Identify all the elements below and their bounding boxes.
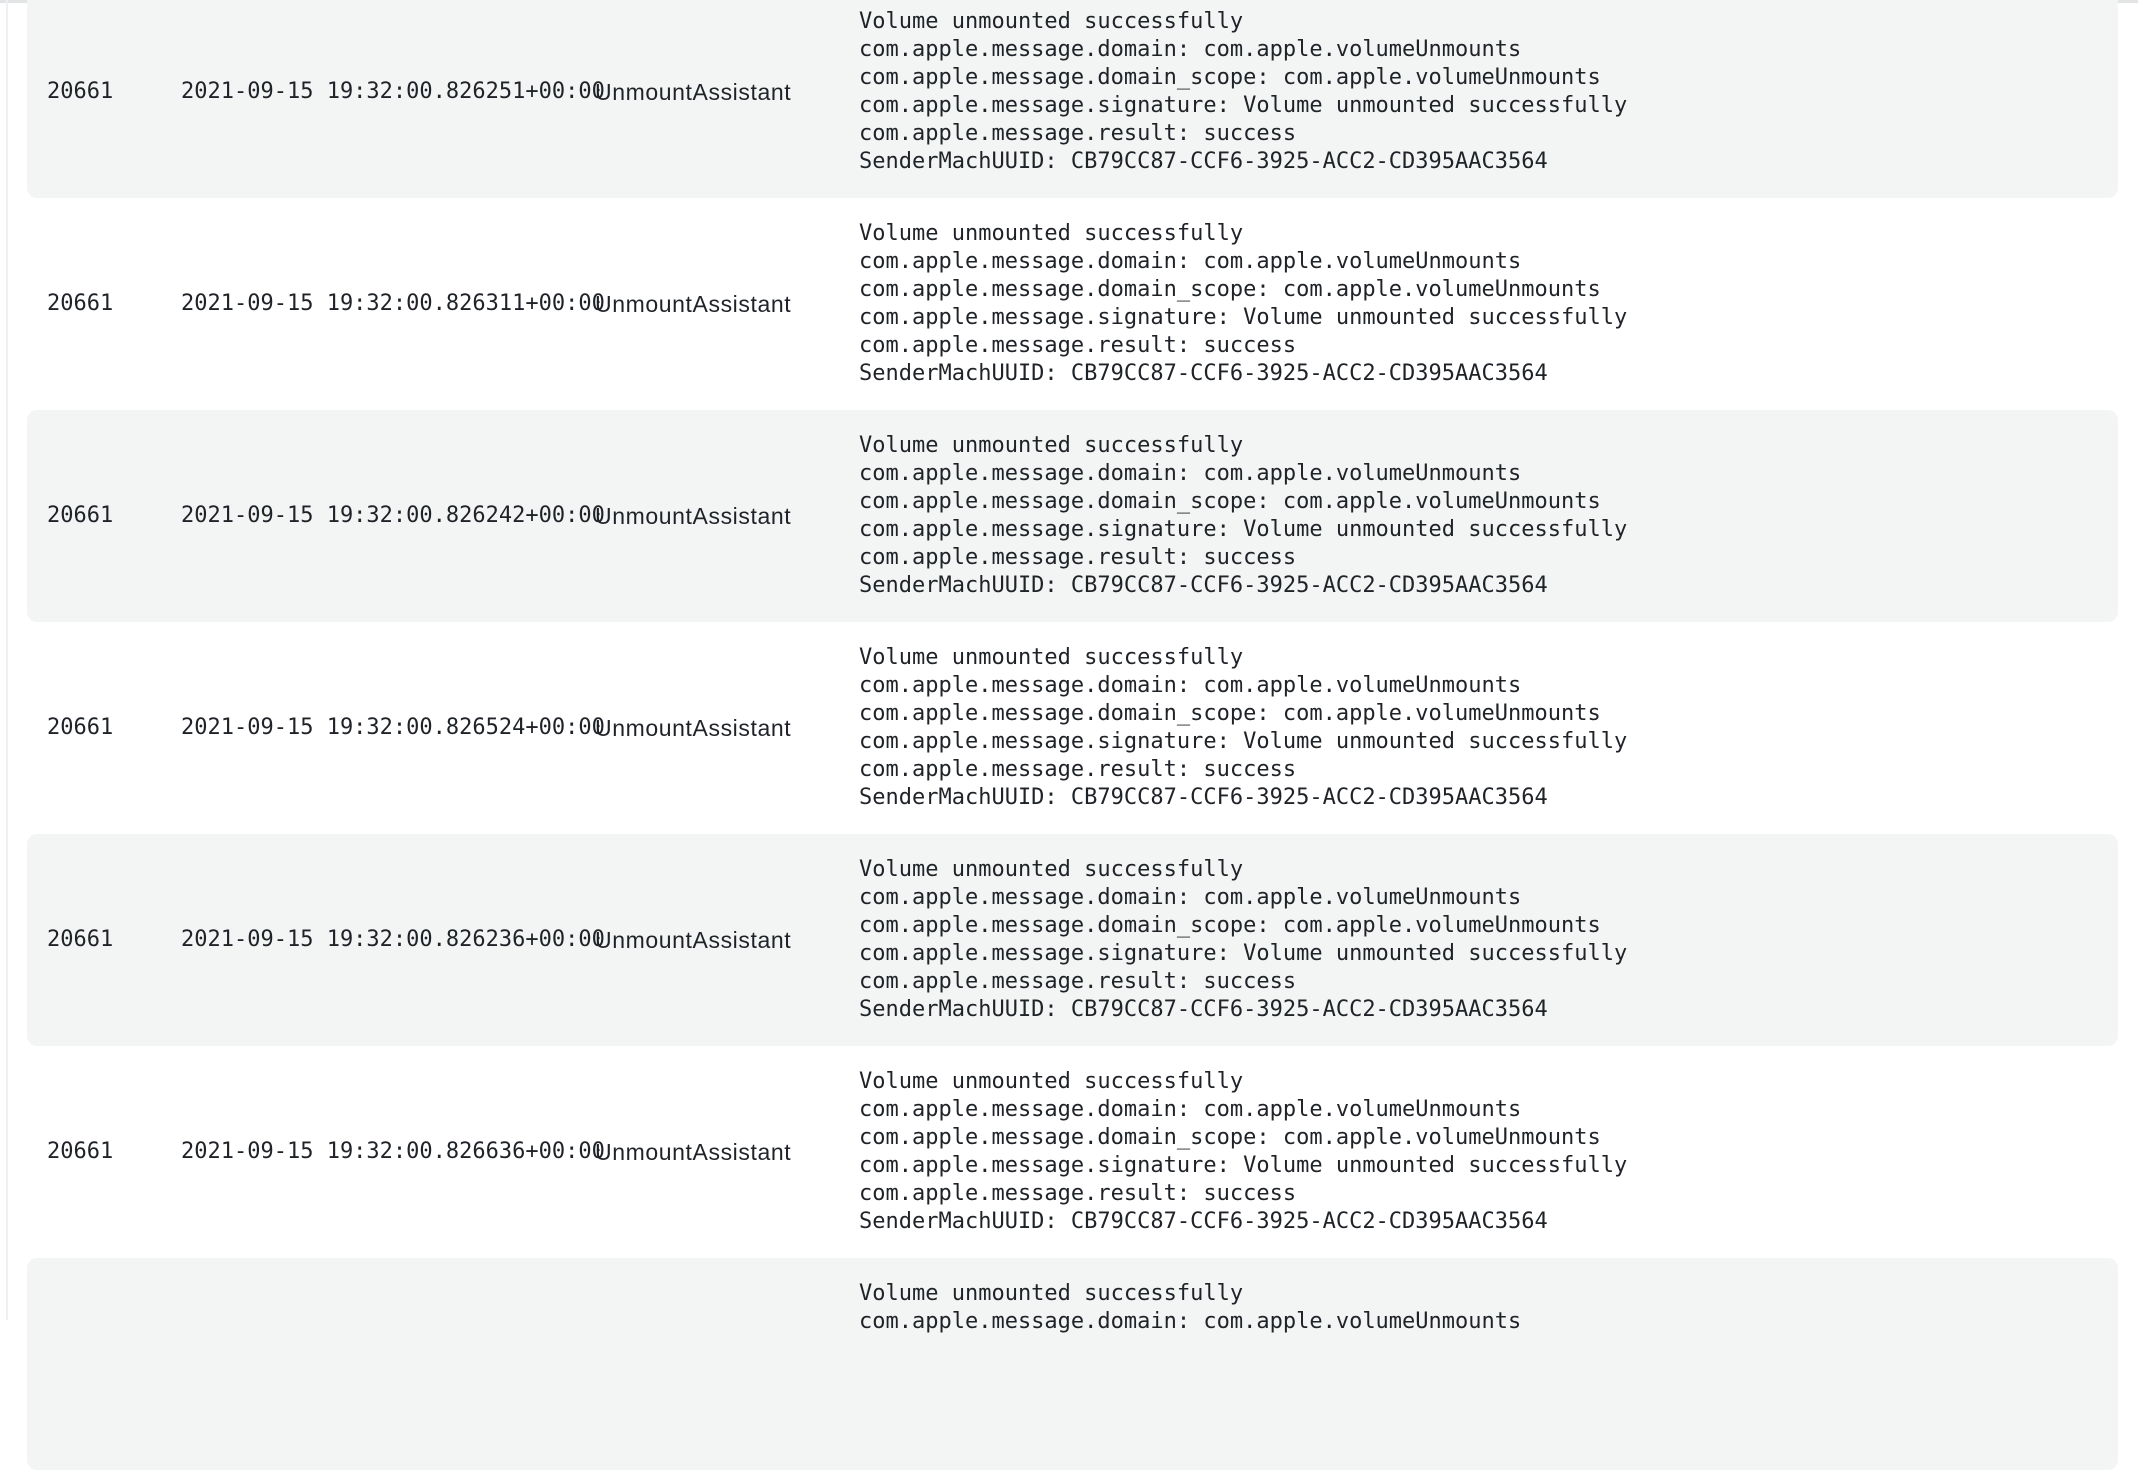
table-row[interactable] <box>27 1046 2118 1258</box>
message-line: com.apple.message.domain_scope: com.apple.volumeUnmounts <box>859 913 1601 938</box>
timestamp-cell: 2021-09-15 19:32:00.826311+00:00 <box>181 291 605 316</box>
message-cell <box>859 1068 1627 1236</box>
message-line: SenderMachUUID: CB79CC87-CCF6-3925-ACC2-CD395AAC3564 <box>859 573 1548 598</box>
message-line: com.apple.message.domain: com.apple.volumeUnmounts <box>859 461 1522 486</box>
message-line: com.apple.message.result: success <box>859 969 1297 994</box>
message-line: com.apple.message.signature: Volume unmounted successfully <box>859 1153 1628 1178</box>
message-line: com.apple.message.domain_scope: com.apple.volumeUnmounts <box>859 1125 1601 1150</box>
message-line: SenderMachUUID: CB79CC87-CCF6-3925-ACC2-CD395AAC3564 <box>859 361 1548 386</box>
table-row[interactable] <box>27 834 2118 1046</box>
message-cell <box>859 644 1627 812</box>
message-line: com.apple.message.result: success <box>859 1181 1297 1206</box>
message-cell <box>859 220 1627 388</box>
timestamp-cell: 2021-09-15 19:32:00.826242+00:00 <box>181 503 605 528</box>
timestamp-cell: 2021-09-15 19:32:00.826524+00:00 <box>181 715 605 740</box>
message-line: com.apple.message.domain_scope: com.apple.volumeUnmounts <box>859 65 1601 90</box>
message-line: com.apple.message.domain_scope: com.apple.volumeUnmounts <box>859 701 1601 726</box>
message-cell <box>859 1280 1521 1336</box>
table-row[interactable] <box>27 0 2118 198</box>
process-cell: UnmountAssistant <box>595 291 792 317</box>
timestamp-cell: 2021-09-15 19:32:00.826636+00:00 <box>181 1139 605 1164</box>
message-line: com.apple.message.result: success <box>859 333 1297 358</box>
pid-cell: 20661 <box>47 79 114 104</box>
pid-cell: 20661 <box>47 927 114 952</box>
message-line: com.apple.message.signature: Volume unmounted successfully <box>859 93 1628 118</box>
message-line: com.apple.message.signature: Volume unmounted successfully <box>859 305 1628 330</box>
timestamp-cell: 2021-09-15 19:32:00.826236+00:00 <box>181 927 605 952</box>
message-line: Volume unmounted successfully <box>859 857 1244 882</box>
message-line: Volume unmounted successfully <box>859 433 1244 458</box>
message-line: com.apple.message.domain: com.apple.volumeUnmounts <box>859 1309 1522 1334</box>
message-line: SenderMachUUID: CB79CC87-CCF6-3925-ACC2-CD395AAC3564 <box>859 149 1548 174</box>
pid-cell: 20661 <box>47 1139 114 1164</box>
message-line: com.apple.message.domain: com.apple.volumeUnmounts <box>859 249 1522 274</box>
message-line: com.apple.message.domain: com.apple.volumeUnmounts <box>859 673 1522 698</box>
process-cell: UnmountAssistant <box>595 503 792 529</box>
pid-cell: 20661 <box>47 291 114 316</box>
table-row[interactable] <box>27 410 2118 622</box>
message-line: com.apple.message.domain: com.apple.volumeUnmounts <box>859 37 1522 62</box>
message-line: com.apple.message.signature: Volume unmounted successfully <box>859 729 1628 754</box>
message-line: com.apple.message.domain_scope: com.apple.volumeUnmounts <box>859 489 1601 514</box>
timestamp-cell: 2021-09-15 19:32:00.826251+00:00 <box>181 79 605 104</box>
process-cell: UnmountAssistant <box>595 1139 792 1165</box>
pid-cell: 20661 <box>47 503 114 528</box>
process-cell: UnmountAssistant <box>595 927 792 953</box>
message-line: com.apple.message.result: success <box>859 121 1297 146</box>
table-row[interactable] <box>27 198 2118 410</box>
message-cell <box>859 432 1627 600</box>
message-line: SenderMachUUID: CB79CC87-CCF6-3925-ACC2-CD395AAC3564 <box>859 1209 1548 1234</box>
message-line: Volume unmounted successfully <box>859 1069 1244 1094</box>
message-line: com.apple.message.result: success <box>859 757 1297 782</box>
message-line: Volume unmounted successfully <box>859 221 1244 246</box>
message-line: Volume unmounted successfully <box>859 9 1244 34</box>
message-cell <box>859 856 1627 1024</box>
process-cell: UnmountAssistant <box>595 79 792 105</box>
message-line: com.apple.message.signature: Volume unmounted successfully <box>859 941 1628 966</box>
table-row[interactable] <box>27 1258 2118 1470</box>
message-line: com.apple.message.signature: Volume unmounted successfully <box>859 517 1628 542</box>
message-line: com.apple.message.domain: com.apple.volumeUnmounts <box>859 1097 1522 1122</box>
message-line: com.apple.message.result: success <box>859 545 1297 570</box>
message-line: SenderMachUUID: CB79CC87-CCF6-3925-ACC2-CD395AAC3564 <box>859 997 1548 1022</box>
message-line: Volume unmounted successfully <box>859 1281 1244 1306</box>
message-line: com.apple.message.domain: com.apple.volumeUnmounts <box>859 885 1522 910</box>
message-line: com.apple.message.domain_scope: com.apple.volumeUnmounts <box>859 277 1601 302</box>
message-line: Volume unmounted successfully <box>859 645 1244 670</box>
table-row[interactable] <box>27 622 2118 834</box>
message-line: SenderMachUUID: CB79CC87-CCF6-3925-ACC2-CD395AAC3564 <box>859 785 1548 810</box>
process-cell: UnmountAssistant <box>595 715 792 741</box>
message-cell <box>859 8 1627 176</box>
pid-cell: 20661 <box>47 715 114 740</box>
